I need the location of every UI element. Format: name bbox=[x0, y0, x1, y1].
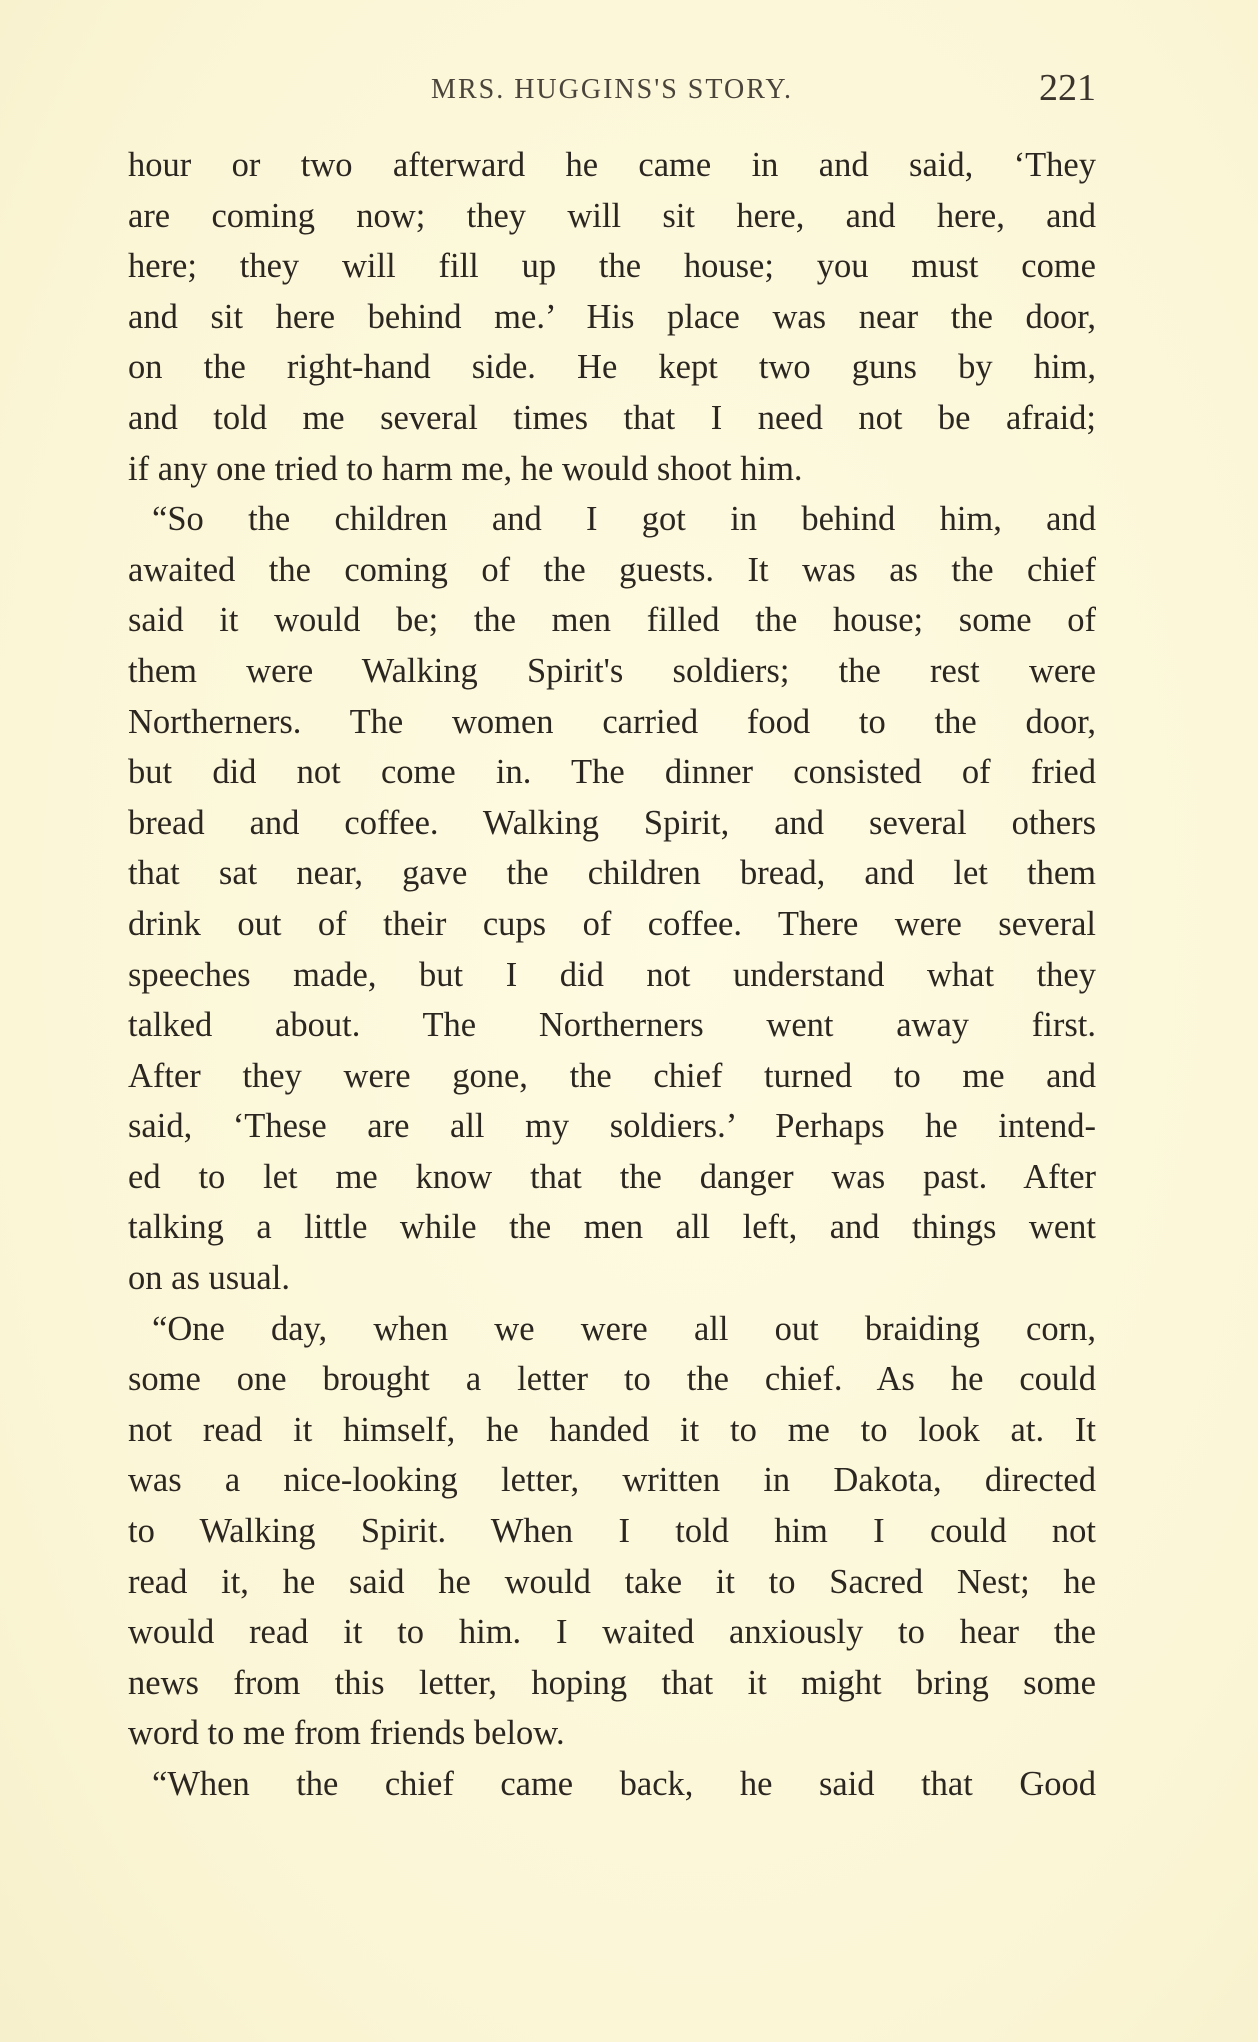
text-line: bread and coffee. Walking Spirit, and several others bbox=[128, 803, 1096, 842]
paragraph-start-line: “So the children and I got in behind him, and bbox=[152, 500, 1096, 539]
text-line: ed to let me know that the danger was past. After bbox=[128, 1157, 1096, 1196]
text-line: but did not come in. The dinner consisted of fried bbox=[128, 753, 1096, 792]
running-title: MRS. HUGGINS'S STORY. bbox=[431, 74, 793, 105]
paragraph-start-line: “One day, when we were all out braiding corn, bbox=[152, 1309, 1096, 1348]
text-line: are coming now; they will sit here, and here, and bbox=[128, 196, 1096, 235]
text-line: would read it to him. I waited anxiously to hear the bbox=[128, 1613, 1096, 1652]
text-line: talked about. The Northerners went away first. bbox=[128, 1006, 1096, 1045]
text-line: on the right-hand side. He kept two guns by him, bbox=[128, 348, 1096, 387]
text-line: them were Walking Spirit's soldiers; the rest were bbox=[128, 651, 1096, 690]
text-line: some one brought a letter to the chief. As he could bbox=[128, 1360, 1096, 1399]
text-line: speeches made, but I did not understand what they bbox=[128, 955, 1096, 994]
text-line: talking a little while the men all left, and things went bbox=[128, 1208, 1096, 1247]
page-header bbox=[128, 66, 1096, 116]
text-line: on as usual. bbox=[128, 1259, 290, 1298]
text-line: Northerners. The women carried food to the door, bbox=[128, 702, 1096, 741]
text-line: awaited the coming of the guests. It was as the chief bbox=[128, 550, 1096, 589]
text-line: was a nice-looking letter, written in Dakota, directed bbox=[128, 1461, 1096, 1500]
text-line: said it would be; the men filled the house; some of bbox=[128, 601, 1096, 640]
text-line: and sit here behind me.’ His place was near the door, bbox=[128, 297, 1096, 336]
body-text bbox=[128, 140, 1096, 1810]
text-line: that sat near, gave the children bread, and let them bbox=[128, 854, 1096, 893]
text-line: news from this letter, hoping that it might bring some bbox=[128, 1663, 1096, 1702]
text-line: not read it himself, he handed it to me to look at. It bbox=[128, 1410, 1096, 1449]
text-line: read it, he said he would take it to Sacred Nest; he bbox=[128, 1562, 1096, 1601]
text-line: if any one tried to harm me, he would shoot him. bbox=[128, 449, 803, 488]
text-line: said, ‘These are all my soldiers.’ Perhaps he intend- bbox=[128, 1107, 1096, 1146]
text-line: word to me from friends below. bbox=[128, 1714, 565, 1753]
text-line: to Walking Spirit. When I told him I could not bbox=[128, 1512, 1096, 1551]
text-line: After they were gone, the chief turned to me and bbox=[128, 1056, 1096, 1095]
text-line: here; they will fill up the house; you must come bbox=[128, 247, 1096, 286]
page-number: 221 bbox=[1039, 67, 1096, 109]
text-line: drink out of their cups of coffee. There were several bbox=[128, 904, 1096, 943]
text-line: hour or two afterward he came in and said, ‘They bbox=[128, 146, 1096, 184]
text-line: and told me several times that I need not be afraid; bbox=[128, 398, 1096, 437]
paragraph-start-line: “When the chief came back, he said that Good bbox=[152, 1765, 1096, 1803]
